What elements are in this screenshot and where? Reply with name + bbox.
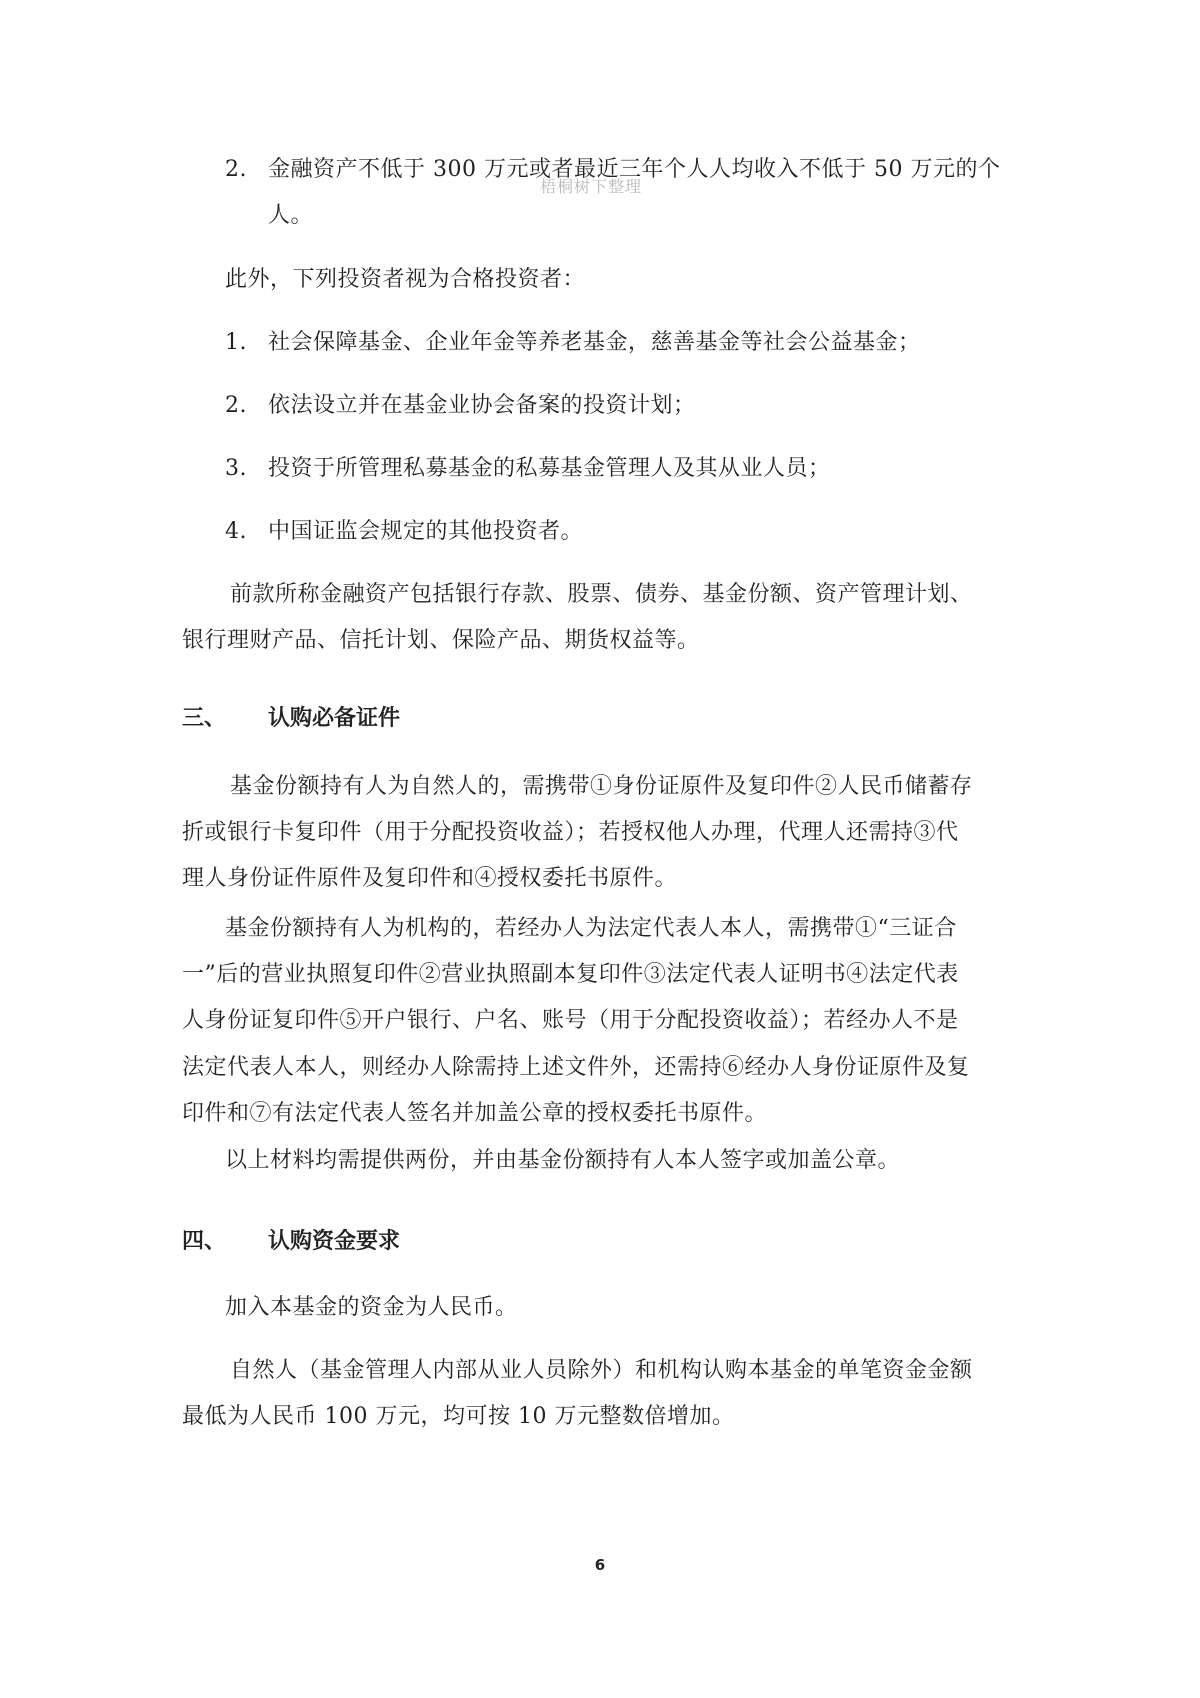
financial-assets-note-continued: 银行理财产品、信托计划、保险产品、期货权益等。 [182, 628, 700, 653]
list-item-text: 金融资产不低于 300 万元或者最近三年个人人均收入不低于 50 万元的个 [268, 157, 1001, 182]
list-item-number: 3. [225, 456, 247, 481]
section-title: 认购资金要求 [268, 1229, 401, 1254]
paragraph-line: 一”后的营业执照复印件②营业执照副本复印件③法定代表人证明书④法定代表 [182, 962, 959, 987]
paragraph-line: 理人身份证件原件及复印件和④授权委托书原件。 [182, 866, 678, 891]
paragraph-line: 折或银行卡复印件（用于分配投资收益）；若授权他人办理，代理人还需持③代 [182, 820, 959, 845]
list-item-number: 1. [225, 330, 247, 355]
list-item-number: 4. [225, 519, 247, 544]
paragraph-line: 以上材料均需提供两份，并由基金份额持有人本人签字或加盖公章。 [225, 1148, 901, 1173]
paragraph-line: 法定代表人本人，则经办人除需持上述文件外，还需持⑥经办人身份证原件及复 [182, 1055, 970, 1080]
page-number: 6 [594, 1556, 606, 1574]
paragraph-line: 最低为人民币 100 万元，均可按 10 万元整数倍增加。 [182, 1404, 735, 1429]
list-item-number: 2. [225, 157, 247, 182]
paragraph-line: 基金份额持有人为机构的，若经办人为法定代表人本人，需携带①“三证合 [225, 916, 957, 941]
section-number: 三、 [182, 706, 227, 731]
list-item-text: 中国证监会规定的其他投资者。 [268, 519, 584, 544]
list-item-text-continued: 人。 [268, 203, 314, 228]
list-item-number: 2. [225, 393, 247, 418]
paragraph-line: 加入本基金的资金为人民币。 [225, 1295, 518, 1320]
paragraph-line: 印件和⑦有法定代表人签名并加盖公章的授权委托书原件。 [182, 1101, 768, 1126]
qualified-intro: 此外，下列投资者视为合格投资者： [225, 267, 586, 292]
list-item-text: 投资于所管理私募基金的私募基金管理人及其从业人员； [268, 456, 831, 481]
financial-assets-note: 前款所称金融资产包括银行存款、股票、债券、基金份额、资产管理计划、 [230, 582, 973, 607]
section-title: 认购必备证件 [268, 706, 401, 731]
watermark: 梧桐树下整理 [540, 177, 643, 196]
paragraph-line: 基金份额持有人为自然人的，需携带①身份证原件及复印件②人民币储蓄存 [230, 774, 973, 799]
paragraph-line: 自然人（基金管理人内部从业人员除外）和机构认购本基金的单笔资金金额 [230, 1358, 973, 1383]
paragraph-line: 人身份证复印件⑤开户银行、户名、账号（用于分配投资收益）；若经办人不是 [182, 1008, 959, 1033]
list-item-text: 社会保障基金、企业年金等养老基金，慈善基金等社会公益基金； [268, 330, 921, 355]
section-number: 四、 [182, 1229, 227, 1254]
list-item-text: 依法设立并在基金业协会备案的投资计划； [268, 393, 696, 418]
